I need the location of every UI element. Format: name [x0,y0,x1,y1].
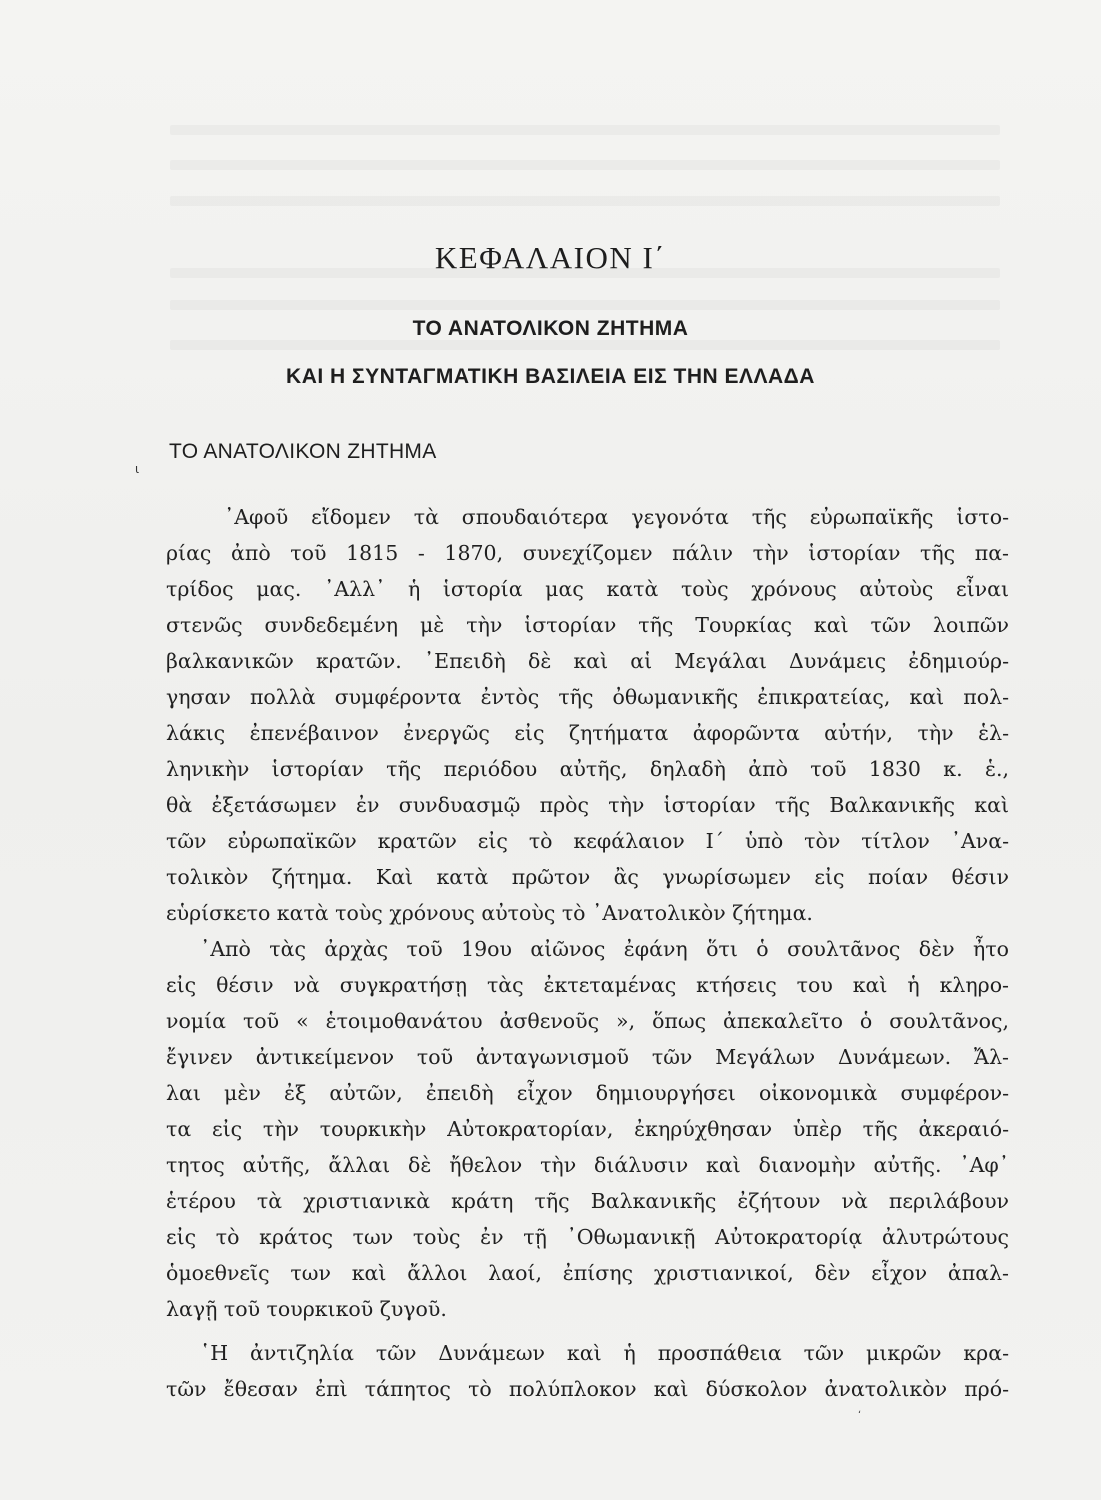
chapter-title-line-1: ΤΟ ΑΝΑΤΟΛΙΚΟΝ ΖΗΤΗΜΑ [412,317,689,340]
paragraph-line: λαι μὲν ἐξ αὐτῶν, ἐπειδὴ εἶχον δημιουργήσει οἰκονομικὰ συμφέρον- [166,1081,1009,1105]
margin-mark: ɩ [135,462,140,476]
paragraph-line: τητος αὐτῆς, ἄλλαι δὲ ἤθελον τὴν διάλυσιν καὶ διανομὴν αὐτῆς. ᾿Αφ᾿ [166,1153,1009,1177]
paragraph-line: ρίας ἀπὸ τοῦ 1815 - 1870, συνεχίζομεν πάλιν τὴν ἱστορίαν τῆς πα- [166,541,1009,565]
paragraph-line: ἑτέρου τὰ χριστιανικὰ κράτη τῆς Βαλκανικῆς ἐζήτουν νὰ περιλάβουν [166,1189,1009,1213]
bleed-through [170,196,1000,206]
paragraph-line: ληνικὴν ἱστορίαν τῆς περιόδου αὐτῆς, δηλαδὴ ἀπὸ τοῦ 1830 κ. ἑ., [166,757,1009,781]
paragraph-line: εἰς θέσιν νὰ συγκρατήσῃ τὰς ἐκτεταμένας κτήσεις του καὶ ἡ κληρο- [166,973,1009,997]
paragraph-line: ῾Η ἀντιζηλία τῶν Δυνάμεων καὶ ἡ προσπάθεια τῶν μικρῶν κρα- [200,1341,1009,1365]
paragraph-line: ᾿Αφοῦ εἴδομεν τὰ σπουδαιότερα γεγονότα τῆς εὐρωπαϊκῆς ἱστο- [224,505,1009,529]
paragraph-line: βαλκανικῶν κρατῶν. ᾿Επειδὴ δὲ καὶ αἱ Μεγάλαι Δυνάμεις ἐδημιούρ- [166,649,1009,673]
paragraph-line: τολικὸν ζήτημα. Καὶ κατὰ πρῶτον ἂς γνωρίσωμεν εἰς ποίαν θέσιν [166,865,1009,889]
bleed-through [170,125,1000,135]
paragraph-line: ἔγινεν ἀντικείμενον τοῦ ἀνταγωνισμοῦ τῶν Μεγάλων Δυνάμεων. Ἄλ- [166,1045,1009,1069]
paragraph-line: ᾿Απὸ τὰς ἀρχὰς τοῦ 19ου αἰῶνος ἐφάνη ὅτι ὁ σουλτᾶνος δὲν ἦτο [200,937,1009,961]
paragraph-line: τα εἰς τὴν τουρκικὴν Αὐτοκρατορίαν, ἐκηρύχθησαν ὑπὲρ τῆς ἀκεραιό- [166,1117,1009,1141]
paragraph-line: θὰ ἐξετάσωμεν ἐν συνδυασμῷ πρὸς τὴν ἱστορίαν τῆς Βαλκανικῆς καὶ [166,793,1009,817]
section-heading: ΤΟ ΑΝΑΤΟΛΙΚΟΝ ΖΗΤΗΜΑ [169,440,437,463]
bleed-through [170,340,1000,350]
paragraph-line: γησαν πολλὰ συμφέροντα ἐντὸς τῆς ὀθωμανικῆς ἐπικρατείας, καὶ πολ- [166,685,1009,709]
chapter-title-line-2: ΚΑΙ Η ΣΥΝΤΑΓΜΑΤΙΚΗ ΒΑΣΙΛΕΙΑ ΕΙΣ ΤΗΝ ΕΛΛΑΔΑ [286,365,815,388]
paragraph-line: εὑρίσκετο κατὰ τοὺς χρόνους αὐτοὺς τὸ ᾿Ανατολικὸν ζήτημα. [166,901,813,925]
bleed-through [170,160,1000,170]
bleed-through [170,300,1000,310]
paragraph-line: στενῶς συνδεδεμένη μὲ τὴν ἱστορίαν τῆς Τουρκίας καὶ τῶν λοιπῶν [166,613,1009,637]
bottom-mark: ʻ [858,1410,862,1421]
paragraph-line: εἰς τὸ κράτος των τοὺς ἐν τῇ ᾿Οθωμανικῇ Αὐτοκρατορίᾳ ἀλυτρώτους [166,1225,1009,1249]
paragraph-line: τρίδος μας. ᾿Αλλ᾿ ἡ ἱστορία μας κατὰ τοὺς χρόνους αὐτοὺς εἶναι [166,577,1009,601]
paragraph-line: λάκις ἐπενέβαινον ἐνεργῶς εἰς ζητήματα ἀφορῶντα αὐτήν, τὴν ἑλ- [166,721,1009,745]
paragraph-line: τῶν ἔθεσαν ἐπὶ τάπητος τὸ πολύπλοκον καὶ δύσκολον ἀνατολικὸν πρό- [166,1377,1009,1401]
paragraph-line: νομία τοῦ « ἑτοιμοθανάτου ἀσθενοῦς », ὅπως ἀπεκαλεῖτο ὁ σουλτᾶνος, [166,1009,1009,1033]
paragraph-line: τῶν εὐρωπαϊκῶν κρατῶν εἰς τὸ κεφάλαιον Ι΄ ὑπὸ τὸν τίτλον ᾿Ανα- [166,829,1009,853]
paragraph-line: λαγῇ τοῦ τουρκικοῦ ζυγοῦ. [166,1297,447,1321]
chapter-heading: ΚΕΦΑΛΑΙΟΝ Ι΄ [434,240,667,275]
paragraph-line: ὁμοεθνεῖς των καὶ ἄλλοι λαοί, ἐπίσης χριστιανικοί, δὲν εἶχον ἀπαλ- [166,1261,1009,1285]
